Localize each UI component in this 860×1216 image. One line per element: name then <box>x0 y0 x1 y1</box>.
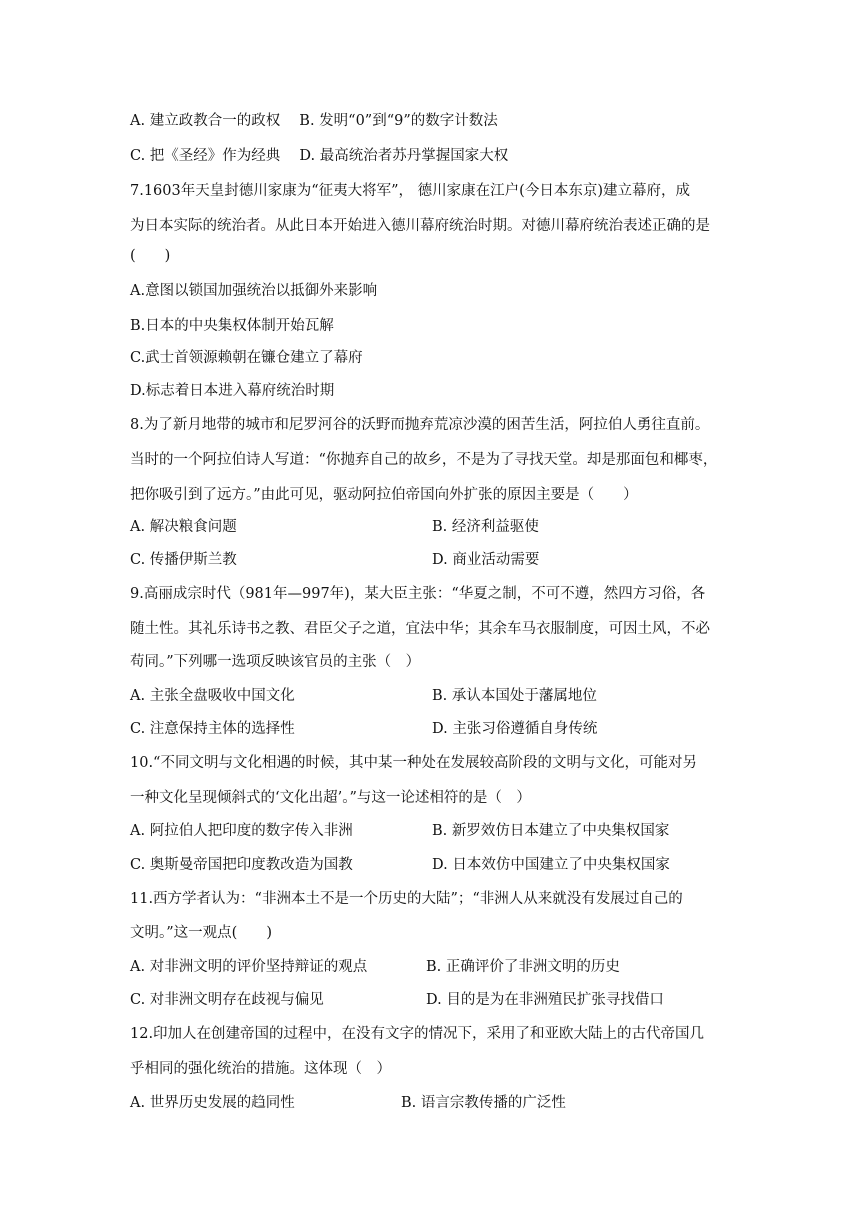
q11-stem-line2: 文明。”这一观点( ) <box>130 925 272 941</box>
q7-stem-line1: 7.1603年天皇封德川家康为“征夷大将军”， 德川家康在江户(今日本东京)建立幕府，成 <box>130 183 690 199</box>
q8-stem-line1: 8.为了新月地带的城市和尼罗河谷的沃野而抛弃荒凉沙漠的困苦生活，阿拉伯人勇往直前。 <box>130 417 710 433</box>
q7-option-a: A.意图以锁国加强统治以抵御外来影响 <box>130 283 378 299</box>
q8-stem-line2: 当时的一个阿拉伯诗人写道：“你抛弃自己的故乡，不是为了寻找天堂。却是那面包和椰枣， <box>130 452 718 468</box>
q7-option-d: D.标志着日本进入幕府统治时期 <box>130 383 335 399</box>
q9-stem-line2: 随土性。其礼乐诗书之教、君臣父子之道，宜法中华；其余车马衣服制度，可因土风，不必 <box>130 621 710 637</box>
q8-option-c: C. 传播伊斯兰教 <box>130 552 237 568</box>
q8-stem-line3: 把你吸引到了远方。”由此可见，驱动阿拉伯帝国向外扩张的原因主要是（ ） <box>130 487 638 503</box>
q8-option-a: A. 解决粮食问题 <box>130 519 237 535</box>
q9-stem-line1: 9.高丽成宗时代（981年—997年)，某大臣主张：“华夏之制，不可不遵，然四方习俗，各 <box>130 586 706 602</box>
q9-option-b: B. 承认本国处于藩属地位 <box>432 688 597 704</box>
q11-option-a: A. 对非洲文明的评价坚持辩证的观点 <box>130 959 368 975</box>
q12-stem-line2: 乎相同的强化统治的措施。这体现（ ） <box>130 1061 391 1077</box>
q12-option-a: A. 世界历史发展的趋同性 <box>130 1095 295 1111</box>
q9-stem-line3: 苟同。”下列哪一选项反映该官员的主张（ ） <box>130 654 421 670</box>
q10-option-d: D. 日本效仿中国建立了中央集权国家 <box>432 857 670 873</box>
q9-option-d: D. 主张习俗遵循自身传统 <box>432 721 598 737</box>
q10-option-c: C. 奥斯曼帝国把印度教改造为国教 <box>130 857 353 873</box>
q10-stem-line2: 一种文化呈现倾斜式的‘文化出超’。”与这一论述相符的是（ ） <box>130 790 531 806</box>
q10-stem-line1: 10.“不同文明与文化相遇的时候，其中某一种处在发展较高阶段的文明与文化，可能对另 <box>130 755 697 771</box>
q7-option-b: B.日本的中央集权体制开始瓦解 <box>130 318 334 334</box>
q7-stem-line2: 为日本实际的统治者。从此日本开始进入德川幕府统治时期。对德川幕府统治表述正确的是 <box>130 218 710 234</box>
q7-stem-line3: ( ) <box>130 248 171 264</box>
q12-option-b: B. 语言宗教传播的广泛性 <box>401 1095 566 1111</box>
q7-option-c: C.武士首领源赖朝在镰仓建立了幕府 <box>130 350 363 366</box>
q8-option-d: D. 商业活动需要 <box>432 552 540 568</box>
q10-option-a: A. 阿拉伯人把印度的数字传入非洲 <box>130 823 353 839</box>
q11-option-b: B. 正确评价了非洲文明的历史 <box>426 959 620 975</box>
q11-option-c: C. 对非洲文明存在歧视与偏见 <box>130 992 324 1008</box>
q11-option-d: D. 目的是为在非洲殖民扩张寻找借口 <box>426 992 664 1008</box>
q11-stem-line1: 11.西方学者认为：“非洲本土不是一个历史的大陆”；“非洲人从来就没有发展过自己的 <box>130 891 683 907</box>
q6-options-row1: A. 建立政教合一的政权 B. 发明“0”到“9”的数字计数法 <box>130 113 498 129</box>
q6-options-row2: C. 把《圣经》作为经典 D. 最高统治者苏丹掌握国家大权 <box>130 148 509 164</box>
q9-option-c: C. 注意保持主体的选择性 <box>130 721 295 737</box>
q9-option-a: A. 主张全盘吸收中国文化 <box>130 688 295 704</box>
q8-option-b: B. 经济利益驱使 <box>432 519 539 535</box>
q12-stem-line1: 12.印加人在创建帝国的过程中，在没有文字的情况下，采用了和亚欧大陆上的古代帝国几 <box>130 1026 705 1042</box>
q10-option-b: B. 新罗效仿日本建立了中央集权国家 <box>432 823 670 839</box>
